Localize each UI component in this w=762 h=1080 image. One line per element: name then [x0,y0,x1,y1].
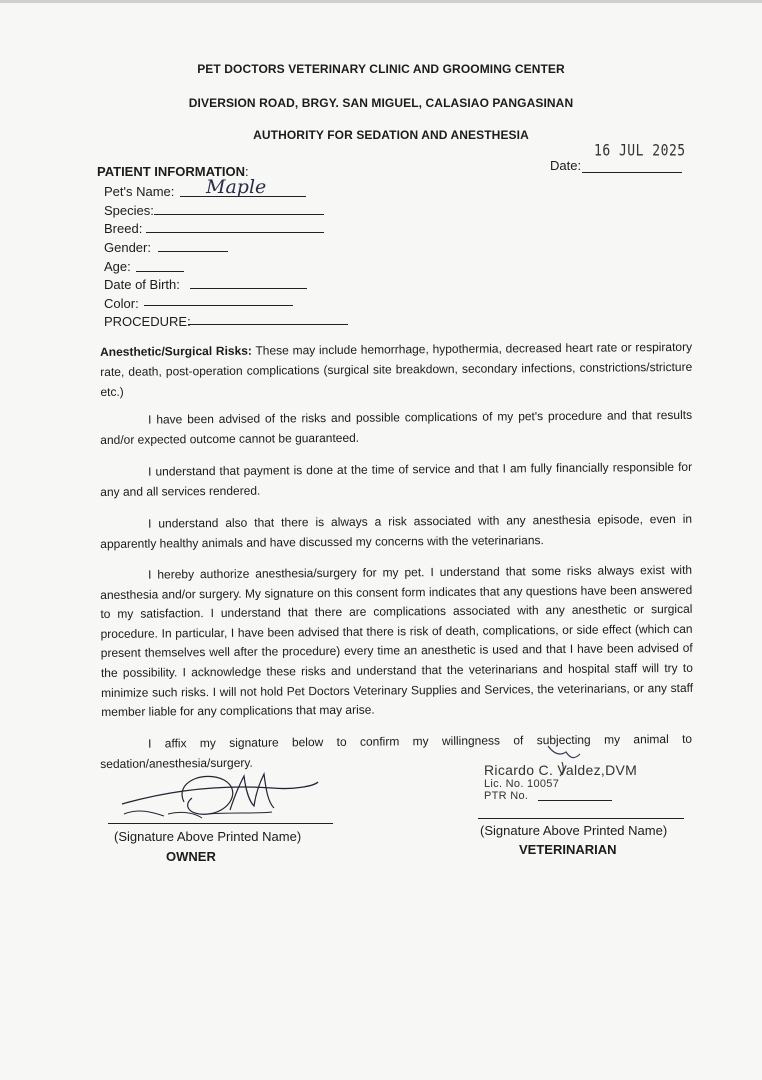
date-line [582,172,682,173]
field-species-line[interactable] [154,214,324,215]
vet-signature-caption: (Signature Above Printed Name) [480,823,668,838]
field-age-label: Age: [104,259,131,274]
field-procedure-label: PROCEDURE: [104,314,191,329]
field-color-label: Color: [104,296,139,311]
date-label: Date: [550,158,582,173]
field-dob-line[interactable] [190,288,307,289]
owner-signature-scribble [104,762,334,832]
vet-role-label: VETERINARIAN [519,842,617,857]
field-age-line[interactable] [136,271,184,272]
patient-info-heading: PATIENT INFORMATION: [97,164,249,179]
vet-name: Ricardo C. Valdez,DVM [484,762,638,778]
risks-text: These may include hemorrhage, hypothermia, decreased heart rate or respiratory rate, death, post-operation complications (surgical site breakdown, secondary infections, constrictions/stricture etc.) [100,339,693,399]
field-pet-name-value: Maple [206,176,267,198]
field-dob-label: Date of Birth: [104,277,180,292]
advised-paragraph: I have been advised of the risks and possible complications of my pet's procedure and that results and/or expected outcome cannot be guaranteed. [100,407,693,447]
owner-signature-line[interactable] [108,823,333,824]
affix-signature-paragraph: I affix my signature below to confirm my willingness of subjecting my animal to sedation/anesthesia/surgery. [100,731,693,771]
clinic-address: DIVERSION ROAD, BRGY. SAN MIGUEL, CALASIAO PANGASINAN [188,96,574,110]
field-gender-line[interactable] [158,251,228,252]
risk-acknowledgement-paragraph: I understand also that there is always a risk associated with any anesthesia episode, even in apparently healthy animals and have discussed my concerns with the veterinarians. [100,511,693,551]
owner-role-label: OWNER [166,849,216,864]
top-edge-line [0,0,762,3]
risks-paragraph [100,337,693,402]
field-pet-name-label: Pet's Name: [104,184,175,199]
form-title: AUTHORITY FOR SEDATION AND ANESTHESIA [253,128,529,142]
vet-license: Lic. No. 10057 [484,778,560,790]
vet-ptr: PTR No. [484,790,529,802]
field-species-label: Species: [104,203,154,218]
vet-ptr-line[interactable] [538,800,612,801]
payment-paragraph: I understand that payment is done at the time of service and that I am fully financially responsible for any and all services rendered. [100,459,693,499]
authorization-paragraph: I hereby authorize anesthesia/surgery for my pet. I understand that some risks always exist with anesthesia and/or surgery. My signature on this consent form indicates that any questions have been answered to my satisfaction. I understand that there are complications associated with any anesthetic or surgical procedure. In particular, I have been advised that there is risk of death, complications, or side effect (which can present themselves well after the procedure) every time an anesthetic is used and that I have been advised of the possibility. I acknowledge these risks and understand that the veterinarians and hospital staff will try to minimize such risks. I will not hold Pet Doctors Veterinary Supplies and Services, the veterinarians, or any staff member liable for any complications that may arise. [100,562,694,720]
risks-label: Anesthetic/Surgical Risks: [100,343,252,359]
date-stamp: 16 JUL 2025 [594,142,686,161]
field-breed-label: Breed: [104,221,143,236]
field-breed-line[interactable] [146,232,324,233]
field-gender-label: Gender: [104,240,151,255]
vet-signature-line[interactable] [478,818,684,819]
field-color-line[interactable] [144,305,293,306]
owner-signature-caption: (Signature Above Printed Name) [114,829,302,844]
field-procedure-line[interactable] [188,324,348,325]
clinic-name: PET DOCTORS VETERINARY CLINIC AND GROOMING CENTER [197,62,565,76]
